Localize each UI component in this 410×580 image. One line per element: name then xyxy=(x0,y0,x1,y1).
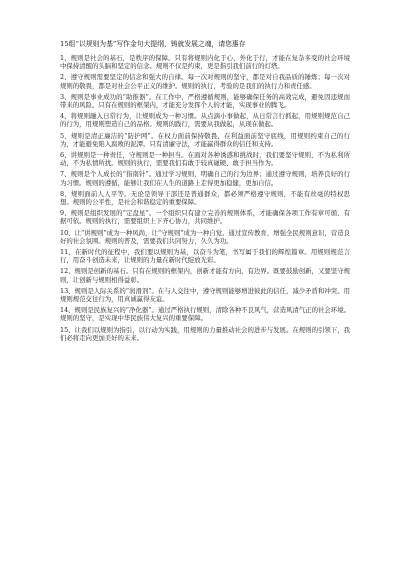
list-item: 15、让我们以规则为指引，以行动为实践，用规则的力量推动社会的进步与发展。在规则的引领下，我们必将走向更加美好的未来。 xyxy=(60,325,350,342)
list-item: 10、让“讲规则”成为一种风尚，让“守规则”成为一种自觉。通过宣传教育，增强全民规则意识，营造良好的社会氛围。规则的普及，需要我们共同努力，久久为功。 xyxy=(60,228,350,245)
list-item: 11、在新时代的征程中，我们要以规则为基，以奋斗为笔，书写属于我们的辉煌篇章。用规则规范言行，用奋斗创造未来，让规则的力量在新时代绽放光彩。 xyxy=(60,248,350,265)
list-item: 1、规则是社会的基石，是秩序的保障。只有将规则内化于心、外化于行，才能在复杂多变的社会环境中保持清醒的头脑和坚定的信念。规则不仅是约束，更是指引我们前行的灯塔。 xyxy=(60,54,350,71)
list-item: 2、遵守规则需要坚定的信念和强大的自律。每一次对规则的坚守，都是对自我品质的锤炼；每一次对规则的敬畏，都是对社会公平正义的维护。规则的执行，考验的是我们的执行力和责任感。 xyxy=(60,73,350,90)
list-item: 14、规则是民族复兴的“净化器”。通过严格执行规则，清除各种不良风气，营造风清气正的社会环境。规则的坚守，是实现中华民族伟大复兴的重要保障。 xyxy=(60,306,350,323)
list-item: 9、规则是组织发展的“定盘星”。一个组织只有建立完善的规则体系，才能确保各项工作有章可循、有据可依。规则的执行，需要组织上下齐心协力，共同维护。 xyxy=(60,209,350,226)
list-item: 4、将规则融入日常行为，让规则成为一种习惯。从点滴小事做起，从日常言行抓起，用规则规范自己的行为，用规则塑造自己的品格。规则的践行，需要从我做起，从现在做起。 xyxy=(60,112,350,129)
list-item: 3、规则是事业成功的“助推器”。在工作中，严格遵循规则，能够确保任务的高效完成，避免因违规而带来的风险。只有在规则的框架内，才能充分发挥个人的才能，实现事业的腾飞。 xyxy=(60,92,350,110)
list-item: 8、规则面前人人平等。无论是领导干部还是普通群众，都必须严格遵守规则，不能有丝毫的特权思想。规则的公平性，是社会和谐稳定的重要保障。 xyxy=(60,189,350,207)
list-item: 12、规则是创新的基石。只有在规则的框架内，创新才能有方向、有边界。既要鼓励创新，又要坚守规则，让创新与规则相得益彰。 xyxy=(60,267,350,284)
list-item: 6、讲规则是一种责任，守规则是一种担当。在面对各种诱惑和挑战时，我们要坚守规则，不为私利所动，不为私情所扰。规则的执行，需要我们有敢于较真碰硬、敢于担当作为。 xyxy=(60,151,350,168)
document-page xyxy=(60,40,350,345)
document-title: 15组“以规则为基”写作金句大提纲，铸就发展之魂，请您惠存 xyxy=(60,40,246,48)
list-item: 13、规则是人际关系的“润滑剂”。在与人交往中，遵守规则能够增进彼此的信任，减少矛盾和冲突。用规则规范交往行为，用真诚赢得友谊。 xyxy=(60,286,350,304)
list-item: 5、规则是清正廉洁的“防护网”。在权力面前保持敬畏，在利益面前坚守底线，用规则约束自己的行为，才能避免陷入腐败的泥潭。只有清廉守法，才能赢得群众的信任和支持。 xyxy=(60,131,350,148)
list-item: 7、规则是个人成长的“指南针”。通过学习规则，明确自己的行为边界；通过遵守规则，培养良好的行为习惯。规则的遵循，能够让我们在人生的道路上走得更加稳健，更加自信。 xyxy=(60,170,350,187)
